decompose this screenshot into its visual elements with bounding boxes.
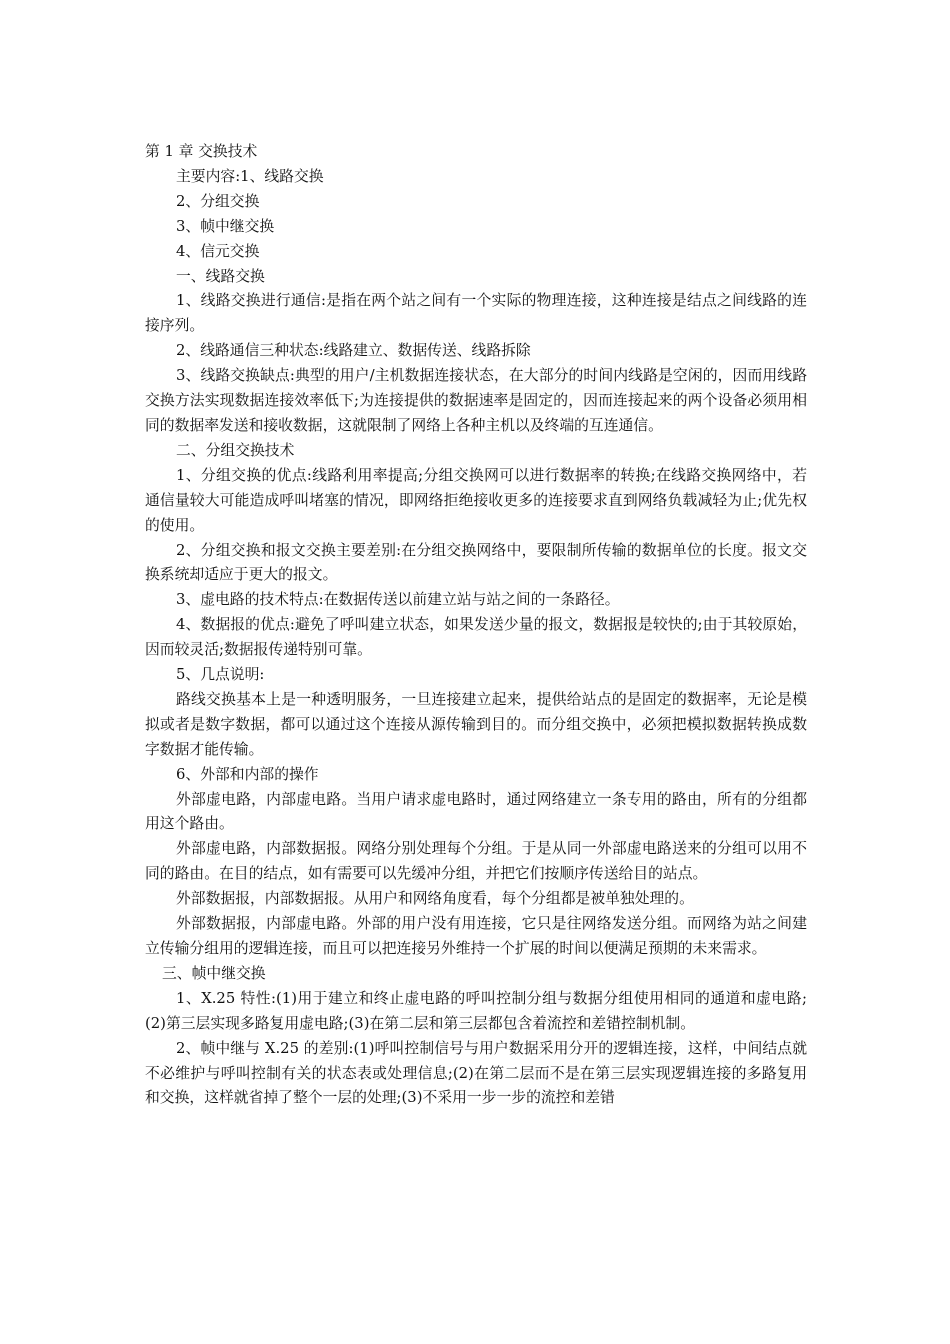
- paragraph: 3、线路交换缺点:典型的用户/主机数据连接状态，在大部分的时间内线路是空闲的，因而用线路交换方法实现数据连接效率低下;为连接提供的数据速率是固定的，因而连接起来的两个设备必须用相同的数据率发送和接收数据，这就限制了网络上各种主机以及终端的互连通信。: [145, 367, 807, 434]
- paragraph: 路线交换基本上是一种透明服务，一旦连接建立起来，提供给站点的是固定的数据率，无论是模拟或者是数字数据，都可以通过这个连接从源传输到目的。而分组交换中，必须把模拟数据转换成数字数据才能传输。: [145, 690, 807, 758]
- paragraph: 外部数据报，内部虚电路。外部的用户没有用连接，它只是往网络发送分组。而网络为站之间建立传输分组用的逻辑连接，而且可以把连接另外维持一个扩展的时间以便满足预期的未来需求。: [145, 915, 807, 957]
- paragraph: 外部数据报，内部数据报。从用户和网络角度看，每个分组都是被单独处理的。: [176, 890, 694, 908]
- section-heading: 二、分组交换技术: [176, 441, 295, 459]
- paragraph: 2、分组交换和报文交换主要差别:在分组交换网络中，要限制所传输的数据单位的长度。报文交换系统却适应于更大的报文。: [145, 541, 807, 584]
- paragraph: 3、帧中继交换: [176, 217, 275, 235]
- paragraph: 2、帧中继与 X.25 的差别:(1)呼叫控制信号与用户数据采用分开的逻辑连接，这样，中间结点就不必维护与呼叫控制有关的状态表或处理信息;(2)在第二层而不是在第三层实现逻辑连接的多路复用和交换，这样就省掉了整个一层的处理;(3)不采用一步一步的流控和差错: [145, 1039, 807, 1107]
- paragraph: 1、分组交换的优点:线路利用率提高;分组交换网可以进行数据率的转换;在线路交换网络中，若通信量较大可能造成呼叫堵塞的情况，即网络拒绝接收更多的连接要求直到网络负载减轻为止;优先权的使用。: [145, 466, 807, 534]
- document-body: [145, 140, 807, 1111]
- paragraph: 1、线路交换进行通信:是指在两个站之间有一个实际的物理连接，这种连接是结点之间线路的连接序列。: [145, 292, 807, 335]
- paragraph: 3、虚电路的技术特点:在数据传送以前建立站与站之间的一条路径。: [176, 591, 620, 609]
- paragraph: 2、分组交换: [176, 192, 260, 210]
- paragraph: 外部虚电路，内部虚电路。当用户请求虚电路时，通过网络建立一条专用的路由，所有的分组都用这个路由。: [145, 790, 807, 833]
- paragraph: 1、X.25 特性:(1)用于建立和终止虚电路的呼叫控制分组与数据分组使用相同的通道和虚电路;(2)第三层实现多路复用虚电路;(3)在第二层和第三层都包含着流控和差错控制机制。: [145, 989, 807, 1032]
- paragraph: 外部虚电路，内部数据报。网络分别处理每个分组。于是从同一外部虚电路送来的分组可以用不同的路由。在目的结点，如有需要可以先缓冲分组，并把它们按顺序传送给目的站点。: [145, 840, 807, 883]
- paragraph: 4、信元交换: [176, 242, 260, 260]
- chapter-title: 第 1 章 交换技术: [145, 143, 258, 160]
- section-heading: 三、帧中继交换: [162, 964, 266, 982]
- paragraph: 主要内容:1、线路交换: [176, 167, 324, 185]
- paragraph: 6、外部和内部的操作: [176, 765, 319, 783]
- paragraph: 5、几点说明:: [176, 666, 265, 684]
- paragraph: 2、线路通信三种状态:线路建立、数据传送、线路拆除: [176, 342, 531, 360]
- paragraph: 4、数据报的优点:避免了呼叫建立状态，如果发送少量的报文，数据报是较快的;由于其较原始，因而较灵活;数据报传递特别可靠。: [145, 616, 807, 659]
- section-heading: 一、线路交换: [176, 267, 265, 285]
